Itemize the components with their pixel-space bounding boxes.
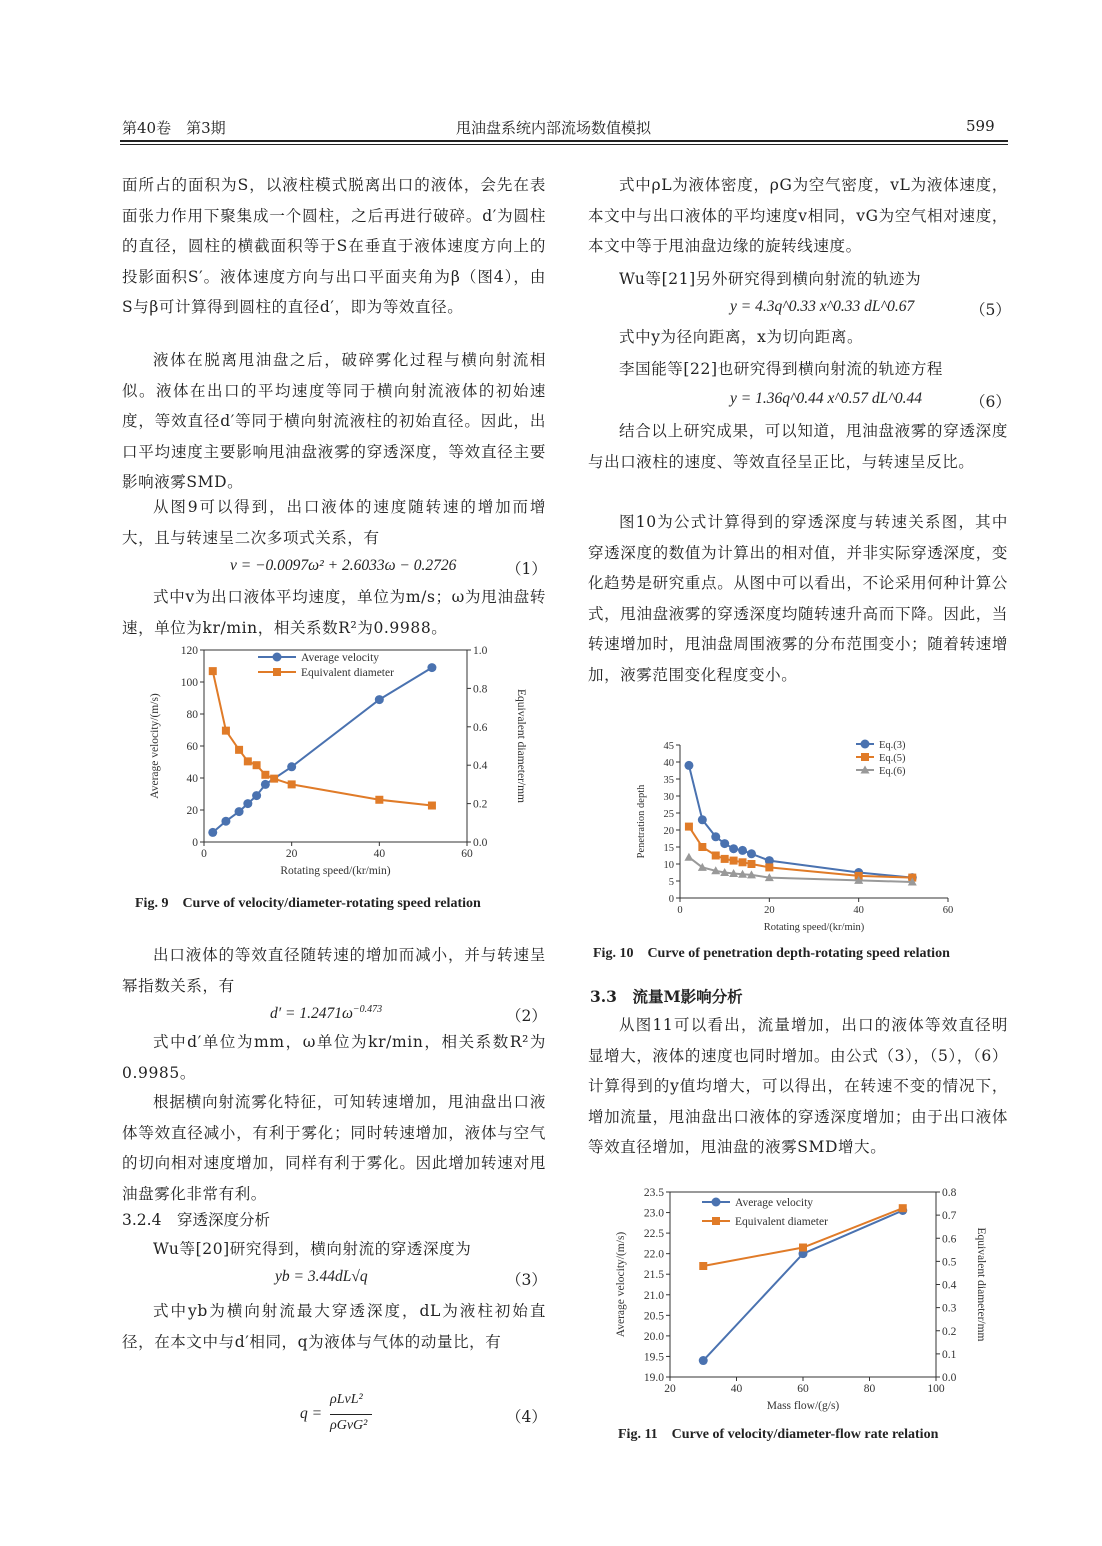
- equation-1: v = −0.0097ω² + 2.6033ω − 0.2726: [230, 557, 457, 574]
- legend-marker: [861, 740, 870, 749]
- data-point: [721, 855, 729, 863]
- x-tick-label: 0: [677, 905, 683, 916]
- y-axis-label: Average velocity/(m/s): [615, 1231, 627, 1338]
- data-point: [252, 791, 261, 800]
- x-tick-label: 40: [853, 905, 864, 916]
- y2-tick-label: 0.0: [473, 837, 488, 849]
- figure-10-chart: [630, 735, 970, 935]
- data-point: [244, 757, 252, 765]
- y-tick-label: 120: [180, 645, 198, 657]
- y-tick-label: 0: [192, 837, 198, 849]
- equation-5: y = 4.3q^0.33 x^0.33 dL^0.67: [730, 298, 915, 315]
- figure-9-caption: Fig. 9 Curve of velocity/diameter-rotating speed relation: [135, 896, 481, 911]
- y-tick-label: 20: [663, 826, 674, 837]
- y-tick-label: 35: [663, 775, 674, 786]
- right-paragraph-5: 结合以上研究成果，可以知道，甩油盘液雾的穿透深度与出口液柱的速度、等效直径呈正比，与转速呈反比。: [588, 422, 1008, 471]
- data-point: [685, 823, 693, 831]
- x-tick-label: 100: [927, 1383, 945, 1395]
- data-point: [235, 746, 243, 754]
- y-tick-label: 23.0: [643, 1207, 664, 1220]
- data-point: [221, 817, 230, 826]
- equation-2-number: （2）: [506, 1007, 547, 1025]
- legend-marker: [273, 653, 282, 662]
- data-point: [243, 799, 252, 808]
- data-point: [747, 860, 755, 868]
- data-point: [375, 796, 383, 804]
- x-tick-label: 20: [285, 848, 298, 860]
- series-line: [689, 827, 912, 878]
- y-tick-label: 21.0: [643, 1289, 664, 1302]
- y-tick-label: 20.5: [643, 1310, 664, 1323]
- y-tick-label: 15: [663, 843, 674, 854]
- y-axis-label: Penetration depth: [636, 784, 647, 859]
- data-point: [375, 695, 384, 704]
- data-point: [684, 761, 693, 770]
- data-point: [222, 727, 230, 735]
- y-axis-label: Average velocity/(m/s): [149, 693, 161, 799]
- data-point: [698, 843, 706, 851]
- equation-2-exponent: −0.473: [352, 1004, 383, 1015]
- right-paragraph-4: 李国能等[22]也研究得到横向射流的轨迹方程: [619, 360, 944, 378]
- y2-tick-label: 0.3: [942, 1302, 957, 1315]
- equation-2-body: d′ = 1.2471ω: [270, 1005, 353, 1023]
- figure-11-chart: [600, 1182, 1000, 1417]
- y-tick-label: 19.5: [643, 1351, 664, 1364]
- y2-tick-label: 0.2: [473, 798, 488, 811]
- equation-5-number: （5）: [970, 301, 1011, 319]
- legend-label: Equivalent diameter: [735, 1216, 828, 1228]
- y-tick-label: 40: [186, 773, 198, 785]
- data-point: [699, 1262, 707, 1270]
- equation-4-number: （4）: [506, 1408, 547, 1426]
- y-tick-label: 21.5: [643, 1269, 664, 1282]
- y2-tick-label: 0.5: [942, 1256, 957, 1269]
- left-paragraph-2: 液体在脱离甩油盘之后，破碎雾化过程与横向射流相似。液体在出口的平均速度等同于横向射流液体的初始速度，等效直径d′等同于横向射流液柱的初始直径。因此，出口平均速度主要影响甩油盘液雾的穿透深度，等效直径主要影响液雾SMD。: [122, 351, 546, 491]
- y-tick-label: 10: [663, 860, 674, 871]
- y-tick-label: 25: [663, 809, 674, 820]
- y-tick-label: 22.5: [643, 1228, 664, 1241]
- legend-marker: [861, 753, 869, 761]
- data-point: [698, 815, 707, 824]
- data-point: [747, 849, 756, 858]
- header-rule: [120, 140, 1008, 142]
- header-rule-thin: [120, 144, 1008, 145]
- figure-10-caption: Fig. 10 Curve of penetration depth-rotating speed relation: [593, 946, 950, 961]
- x-tick-label: 60: [942, 905, 954, 916]
- equation-4-denominator: ρGvG²: [330, 1418, 368, 1433]
- x-tick-label: 60: [461, 848, 473, 860]
- legend-label: Eq.(5): [879, 753, 906, 764]
- x-axis-label: Rotating speed/(kr/min): [763, 922, 865, 933]
- y-tick-label: 45: [663, 741, 674, 752]
- series-line: [703, 1211, 903, 1361]
- legend-marker: [273, 668, 281, 676]
- y2-tick-label: 0.4: [473, 760, 488, 773]
- data-point: [738, 846, 747, 855]
- x-tick-label: 40: [730, 1383, 743, 1395]
- y-tick-label: 19.0: [643, 1372, 664, 1384]
- x-axis-label: Rotating speed/(kr/min): [280, 865, 391, 877]
- legend-label: Equivalent diameter: [301, 667, 394, 679]
- data-point: [208, 828, 217, 837]
- y-tick-label: 30: [663, 792, 674, 803]
- data-point: [427, 663, 436, 672]
- y2-tick-label: 0.4: [942, 1279, 957, 1292]
- data-point: [739, 858, 747, 866]
- left-paragraph-4: 式中v为出口液体平均速度，单位为m/s；ω为甩油盘转速，单位为kr/min，相关系数R²为0.9988。: [122, 588, 546, 637]
- data-point: [699, 1356, 708, 1365]
- section-3-2-4-heading: 3.2.4 穿透深度分析: [122, 1211, 270, 1229]
- equation-6-number: （6）: [970, 393, 1011, 411]
- y2-tick-label: 0.2: [942, 1325, 957, 1338]
- data-point: [684, 853, 693, 861]
- equation-2: [270, 1004, 382, 1023]
- section-3-3-heading: 3.3 流量M影响分析: [590, 987, 743, 1006]
- y2-axis-label: Equivalent diameter/mm: [975, 1227, 987, 1342]
- y2-tick-label: 0.8: [473, 683, 488, 696]
- x-tick-label: 0: [201, 848, 207, 860]
- data-point: [729, 844, 738, 853]
- equation-4-lhs: q =: [300, 1405, 323, 1422]
- data-point: [288, 780, 296, 788]
- right-paragraph-6: 图10为公式计算得到的穿透深度与转速关系图，其中穿透深度的数值为计算出的相对值，并非实际穿透深度，变化趋势是研究重点。从图中可以看出，不论采用何种计算公式，甩油盘液雾的穿透深度均随转速升高而下降。因此，当转速增加时，甩油盘周围液雾的分布范围变小；随着转速增加，液雾范围变化程度变小。: [588, 513, 1008, 684]
- series-line: [213, 668, 432, 833]
- legend-marker: [712, 1198, 721, 1207]
- equation-4-fraction-bar: [330, 1414, 372, 1415]
- page-number: 599: [966, 117, 995, 135]
- data-point: [428, 802, 436, 810]
- left-paragraph-7: 根据横向射流雾化特征，可知转速增加，甩油盘出口液体等效直径减小，有利于雾化；同时转速增加，液体与空气的切向相对速度增加，同样有利于雾化。因此增加转速对甩油盘雾化非常有利。: [122, 1093, 546, 1203]
- x-tick-label: 20: [764, 905, 775, 916]
- data-point: [711, 832, 720, 841]
- figure-11-caption: Fig. 11 Curve of velocity/diameter-flow rate relation: [618, 1427, 939, 1442]
- x-tick-label: 80: [863, 1383, 876, 1395]
- x-tick-label: 40: [373, 848, 386, 860]
- data-point: [235, 807, 244, 816]
- legend-label: Eq.(6): [879, 766, 906, 777]
- legend-label: Average velocity: [301, 652, 380, 664]
- y-tick-label: 60: [186, 741, 198, 753]
- left-paragraph-1: 面所占的面积为S，以液柱模式脱离出口的液体，会先在表面张力作用下聚集成一个圆柱，之后再进行破碎。d′为圆柱的直径，圆柱的横截面积等于S在垂直于液体速度方向上的投影面积S′。液体速度方向与出口平面夹角为β（图4），由S与β可计算得到圆柱的直径d′，即为等效直径。: [122, 176, 546, 316]
- data-point: [209, 667, 217, 675]
- right-paragraph-1: 式中ρL为液体密度，ρG为空气密度，vL为液体速度，本文中与出口液体的平均速度v相同，vG为空气相对速度，本文中等于甩油盘边缘的旋转线速度。: [588, 176, 1008, 255]
- data-point: [287, 762, 296, 771]
- y-tick-label: 0: [668, 894, 674, 905]
- x-tick-label: 20: [664, 1383, 676, 1395]
- y2-tick-label: 0.7: [942, 1210, 957, 1223]
- running-header-title: 甩油盘系统内部流场数值模拟: [456, 119, 652, 137]
- left-paragraph-3: 从图9可以得到，出口液体的速度随转速的增加而增大，且与转速呈二次多项式关系，有: [122, 498, 546, 547]
- y-tick-label: 5: [668, 877, 674, 888]
- data-point: [720, 839, 729, 848]
- running-header-left: 第40卷 第3期: [122, 119, 226, 137]
- y-tick-label: 20: [186, 805, 198, 817]
- data-point: [799, 1244, 807, 1252]
- legend-label: Average velocity: [735, 1197, 814, 1209]
- y-tick-label: 100: [180, 677, 198, 689]
- series-line: [213, 671, 432, 805]
- data-point: [261, 780, 270, 789]
- data-point: [261, 771, 269, 779]
- y-tick-label: 40: [663, 758, 674, 769]
- y-tick-label: 20.0: [643, 1330, 664, 1343]
- left-paragraph-6: 式中d′单位为mm，ω单位为kr/min，相关系数R²为0.9985。: [122, 1033, 546, 1082]
- left-paragraph-5: 出口液体的等效直径随转速的增加而减小，并与转速呈幂指数关系，有: [122, 946, 546, 995]
- equation-4-numerator: ρLvL²: [330, 1392, 363, 1407]
- figure-9-chart: [140, 640, 540, 885]
- y2-tick-label: 0.6: [473, 721, 488, 734]
- right-paragraph-7: 从图11可以看出，流量增加，出口的液体等效直径明显增大，液体的速度也同时增加。由公式（3），（5），（6）计算得到的y值均增大，可以得出，在转速不变的情况下，增加流量，甩油盘出口液体的穿透深度增加；由于出口液体等效直径增加，甩油盘的液雾SMD增大。: [588, 1016, 1008, 1156]
- y2-tick-label: 0.0: [942, 1372, 957, 1384]
- equation-3: yb = 3.44dL√q: [275, 1268, 368, 1285]
- y2-tick-label: 0.1: [942, 1348, 957, 1361]
- legend-label: Eq.(3): [879, 740, 906, 751]
- x-tick-label: 60: [797, 1383, 809, 1395]
- y2-axis-label: Equivalent diameter/mm: [515, 688, 527, 804]
- left-paragraph-8: Wu等[20]研究得到，横向射流的穿透深度为: [153, 1240, 472, 1258]
- equation-6: y = 1.36q^0.44 x^0.57 dL^0.44: [730, 390, 922, 407]
- y-tick-label: 80: [186, 709, 198, 721]
- data-point: [730, 857, 738, 865]
- left-paragraph-9: 式中yb为横向射流最大穿透深度，dL为液柱初始直径，在本文中与d′相同，q为液体与气体的动量比，有: [122, 1302, 546, 1351]
- y-tick-label: 23.5: [643, 1187, 664, 1199]
- data-point: [253, 761, 261, 769]
- equation-1-number: （1）: [506, 560, 547, 578]
- equation-3-number: （3）: [506, 1271, 547, 1289]
- data-point: [899, 1204, 907, 1212]
- x-axis-label: Mass flow/(g/s): [766, 1400, 840, 1412]
- y2-tick-label: 0.6: [942, 1233, 957, 1246]
- right-paragraph-2: Wu等[21]另外研究得到横向射流的轨迹为: [619, 270, 922, 288]
- y2-tick-label: 0.8: [942, 1187, 957, 1199]
- legend-marker: [712, 1217, 720, 1225]
- y-tick-label: 22.0: [643, 1248, 664, 1261]
- data-point: [712, 852, 720, 860]
- data-point: [765, 863, 773, 871]
- y2-tick-label: 1.0: [473, 645, 488, 657]
- right-paragraph-3: 式中y为径向距离，x为切向距离。: [619, 328, 864, 346]
- data-point: [270, 775, 278, 783]
